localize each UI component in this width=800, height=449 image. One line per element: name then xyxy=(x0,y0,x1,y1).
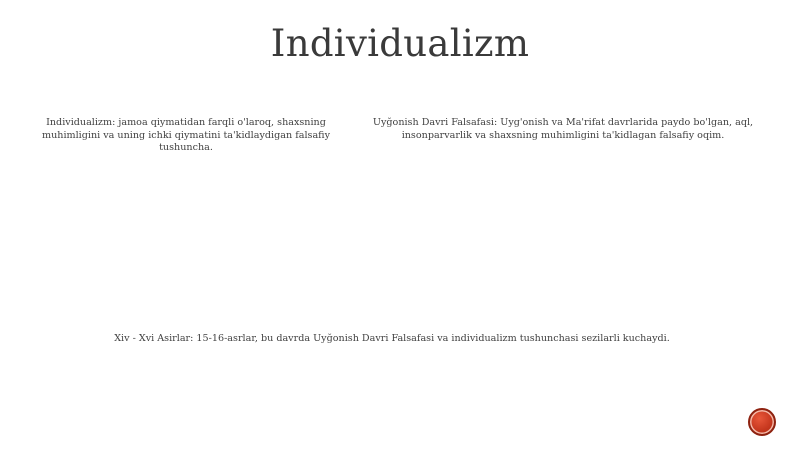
slide-nav-button[interactable] xyxy=(748,408,776,436)
slide-title: Individualizm xyxy=(270,22,530,65)
definition-card-renaissance-philosophy: Uyğonish Davri Falsafasi: Uyg'onish va Ma'rifat davrlarida paydo bo'lgan, aql, insonparvarlik va shaxsning muhimligini ta'kidlagan falsafiy oqim. xyxy=(372,117,754,141)
definition-card-individualism: Individualizm: jamoa qiymatidan farqli o'laroq, shaxsning muhimligini va uning ichki qiymatini ta'kidlaydigan falsafiy tushuncha. xyxy=(41,117,330,154)
definition-card-centuries: Xiv - Xvi Asirlar: 15-16-asrlar, bu davrda Uyğonish Davri Falsafasi va individualizm tushunchasi sezilarli kuchaydi. xyxy=(114,333,670,344)
